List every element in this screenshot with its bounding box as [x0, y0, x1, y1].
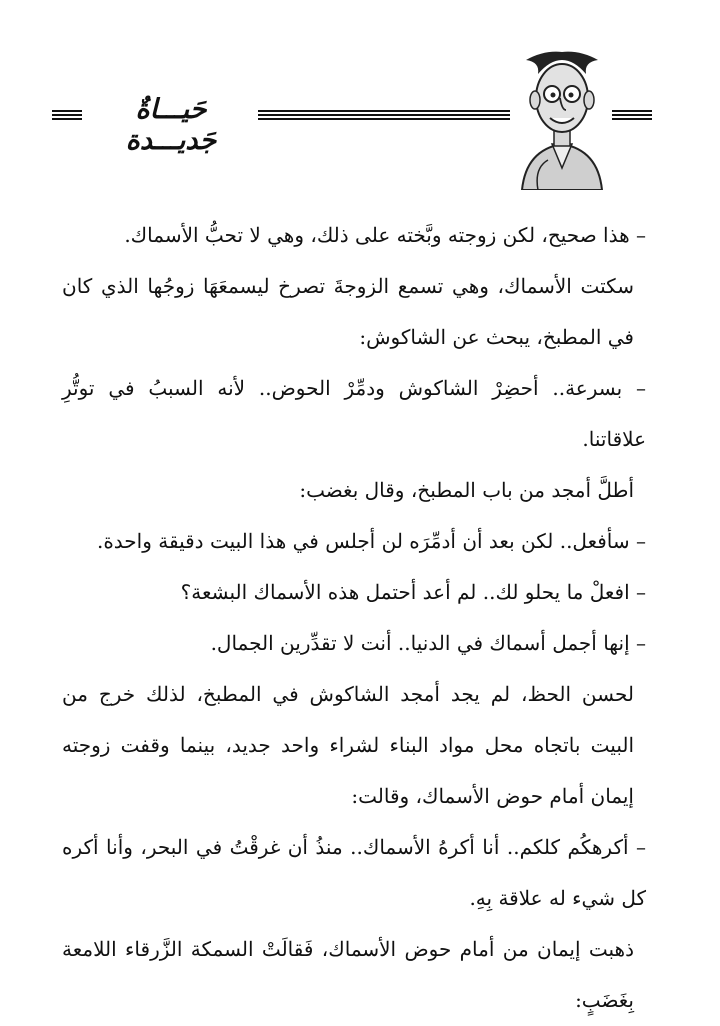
- story-body: [62, 210, 662, 1026]
- cartoon-man-icon: [508, 40, 616, 190]
- dialogue-line: – إنها أجمل أسماك في الدنيا.. أنت لا تقدِّرين الجمال.: [210, 631, 646, 655]
- dialogue-line: – بسرعة.. أحضِرْ الشاكوش ودمِّرْ الحوض.. لأنه السببُ في توتُّرِ علاقاتنا.: [62, 376, 646, 451]
- dialogue-line: – سأفعل.. لكن بعد أن أدمِّرَه لن أجلس في هذا البيت دقيقة واحدة.: [96, 529, 646, 553]
- chapter-title: حَيـــاةٌ جَديـــدة: [125, 94, 217, 156]
- page-header: [0, 0, 720, 200]
- dialogue-line: – افعلْ ما يحلو لك.. لم أعد أحتمل هذه الأسماك البشعة؟: [180, 580, 646, 604]
- narrative-paragraph: ذهبت إيمان من أمام حوض الأسماك، فَقالَتْ السمكة الزَّرقاء اللامعة بِغَضَبٍ:: [62, 937, 634, 1012]
- dialogue-line: – هذا صحيح، لكن زوجته وبَّخته على ذلك، وهي لا تحبُّ الأسماك.: [124, 223, 646, 247]
- narrative-paragraph: أطلَّ أمجد من باب المطبخ، وقال بغضب:: [299, 478, 634, 502]
- right-ornament-rule: [612, 110, 652, 124]
- narrative-paragraph: سكتت الأسماك، وهي تسمع الزوجةَ تصرخ ليسمعَهَا زوجُها الذي كان في المطبخ، يبحث عن الشاكوش:: [62, 274, 634, 349]
- middle-ornament-rule: [258, 110, 510, 124]
- left-ornament-rule: [52, 110, 82, 124]
- dialogue-line: – أكرهكُم كلكم.. أنا أكرهُ الأسماك.. منذُ أن غرقْتُ في البحر، وأنا أكره كل شيء له علاقة بِهِ.: [62, 835, 646, 910]
- narrative-paragraph: لحسن الحظ، لم يجد أمجد الشاكوش في المطبخ، لذلك خرج من البيت باتجاه محل مواد البناء لشراء واحد جديد، بينما وقفت زوجته إيمان أمام حوض الأسماك، وقالت:: [62, 682, 634, 808]
